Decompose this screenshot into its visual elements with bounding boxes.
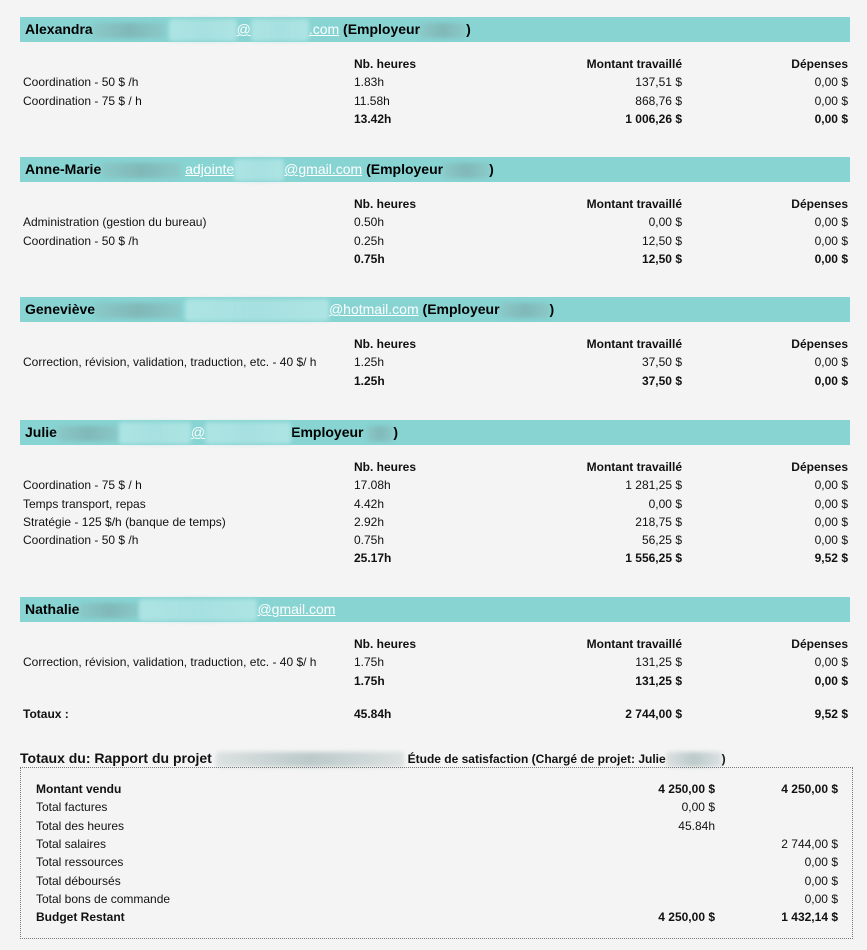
employee-header: Julie @ Employeur ) [20, 420, 850, 445]
employee-email-link[interactable]: adjointe @gmail.com [185, 161, 362, 177]
grand-total-amount: 2 744,00 $ [625, 707, 682, 721]
employee-header: Anne-Marie adjointe @gmail.com (Employeur ) [20, 157, 850, 182]
redacted-employer [420, 23, 466, 38]
summary-box [20, 767, 853, 939]
summary-row: Total ressources 0,00 $ [36, 855, 838, 870]
summary-row: Total salaires 2 744,00 $ [36, 836, 838, 851]
redacted-manager-surname [666, 752, 722, 767]
employee-name: Alexandra [25, 21, 93, 37]
redacted-project-name [216, 752, 404, 767]
table-row: Coordination - 75 $ / h 17.08h 1 281,25 $ 0,00 $ [23, 478, 848, 493]
redacted-surname [79, 603, 139, 618]
hours-table [20, 55, 850, 128]
employee-email-link[interactable]: @hotmail.com [328, 301, 419, 317]
table-row: Administration (gestion du bureau) 0.50h 0,00 $ 0,00 $ [23, 215, 848, 230]
total-row: 1.25h 37,50 $ 0,00 $ [354, 373, 848, 388]
grand-total-row [20, 705, 850, 723]
employer-label: (Employeur [343, 21, 421, 37]
table-header-row: Nb. heures Montant travaillé Dépenses [354, 57, 848, 71]
table-header-row: Nb. heures Montant travaillé Dépenses [354, 637, 848, 651]
employer-label: (Employeur [422, 301, 500, 317]
redacted-surname [95, 303, 181, 318]
summary-row: Montant vendu 4 250,00 $ 4 250,00 $ [36, 782, 838, 796]
employee-header [20, 597, 850, 622]
hours-table [20, 635, 850, 690]
employee-email-link[interactable]: @ [190, 424, 206, 440]
table-row: Correction, révision, validation, traduction, etc. - 40 $/ h 1.25h 37,50 $ 0,00 $ [23, 355, 848, 370]
redacted-surname [101, 163, 181, 178]
grand-total-label: Totaux : [23, 707, 69, 721]
table-header-row: Nb. heures Montant travaillé Dépenses [354, 337, 848, 351]
hours-table [20, 458, 850, 568]
summary-row: Total bons de commande 0,00 $ [36, 891, 838, 906]
employee-email-link[interactable]: @ .com [237, 21, 340, 37]
table-row: Coordination - 50 $ /h 1.83h 137,51 $ 0,00 $ [23, 75, 848, 90]
employee-name: Julie [25, 424, 57, 440]
redacted-email-user [169, 19, 237, 41]
employee-header: Geneviève @hotmail.com (Employeur ) [20, 297, 850, 322]
hours-table [20, 195, 850, 268]
employee-email-link[interactable]: @gmail.com [257, 601, 336, 617]
table-header-row: Nb. heures Montant travaillé Dépenses [354, 460, 848, 474]
redacted-surname [93, 23, 165, 38]
employer-label: Employeur [291, 424, 364, 440]
summary-row-budget: Budget Restant 4 250,00 $ 1 432,14 $ [36, 910, 838, 925]
summary-row: Total factures 0,00 $ [36, 800, 715, 815]
redacted-employer [367, 426, 393, 441]
employee-section-anne-marie [20, 157, 850, 268]
employee-section-julie [20, 420, 850, 568]
hours-table [20, 335, 850, 390]
total-row: 13.42h 1 006,26 $ 0,00 $ [354, 111, 848, 126]
employee-section-genevieve [20, 297, 850, 390]
redacted-email-user [139, 599, 257, 621]
employee-header: Alexandra @ .com (Employeur ) [20, 17, 850, 42]
redacted-email-domain [205, 422, 291, 444]
table-row: Coordination - 50 $ /h 0.75h 56,25 $ 0,00 $ [23, 533, 848, 548]
redacted-email-user [119, 422, 191, 444]
table-header-row: Nb. heures Montant travaillé Dépenses [354, 197, 848, 211]
employee-section-nathalie [20, 597, 850, 690]
employee-name: Anne-Marie [25, 161, 102, 177]
redacted-employer [443, 163, 489, 178]
summary-row: Total des heures 45.84h [36, 818, 715, 833]
grand-total-hours: 45.84h [354, 707, 392, 721]
summary-title: Totaux du: Rapport du projet Étude de satisfaction (Chargé de projet: Julie ) [20, 750, 726, 766]
total-row: 1.75h 131,25 $ 0,00 $ [354, 673, 848, 688]
employee-section-alexandra [20, 17, 850, 128]
summary-row: Total déboursés 0,00 $ [36, 873, 838, 888]
redacted-email-user [185, 299, 329, 321]
total-row: 25.17h 1 556,25 $ 9,52 $ [354, 551, 848, 566]
table-row: Coordination - 75 $ / h 11.58h 868,76 $ 0,00 $ [23, 93, 848, 108]
redacted-surname [57, 426, 119, 441]
table-row: Stratégie - 125 $/h (banque de temps) 2.92h 218,75 $ 0,00 $ [23, 514, 848, 529]
employee-name: Geneviève [25, 301, 96, 317]
grand-total-expenses: 9,52 $ [814, 707, 848, 721]
table-row: Correction, révision, validation, traduction, etc. - 40 $/ h 1.75h 131,25 $ 0,00 $ [23, 655, 848, 670]
total-row: 0.75h 12,50 $ 0,00 $ [354, 251, 848, 266]
table-row: Temps transport, repas 4.42h 0,00 $ 0,00 $ [23, 496, 848, 511]
employee-name: Nathalie [25, 601, 80, 617]
employer-label: (Employeur [366, 161, 444, 177]
table-row: Coordination - 50 $ /h 0.25h 12,50 $ 0,00 $ [23, 233, 848, 248]
redacted-employer [500, 303, 550, 318]
